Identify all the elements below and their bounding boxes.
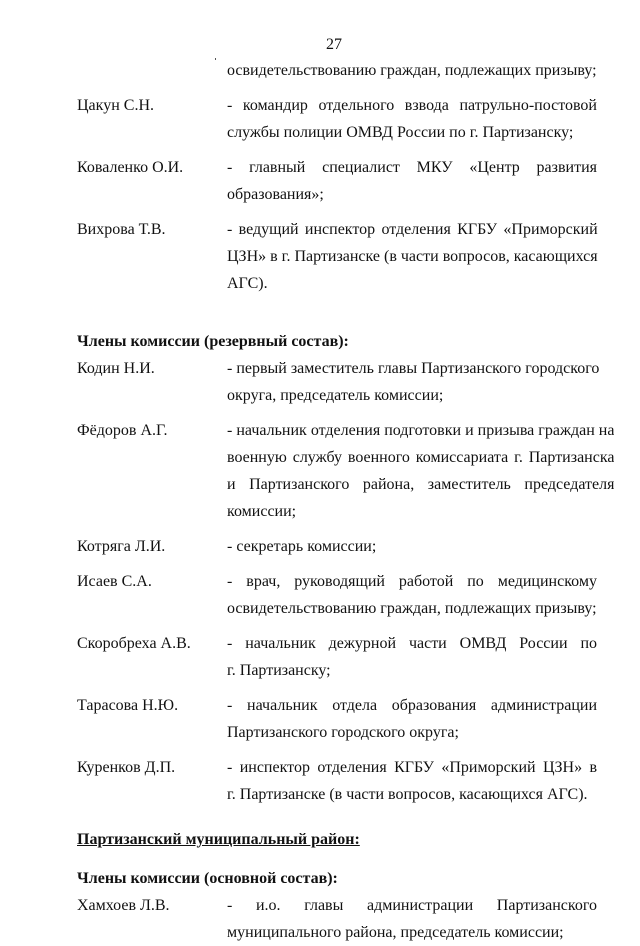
spacer bbox=[77, 146, 597, 154]
role-line: - и.о. главы администрации Партизанского bbox=[227, 897, 597, 914]
role-line: АГС). bbox=[227, 275, 268, 292]
member-name: Куренков Д.П. bbox=[77, 759, 176, 776]
role-line: военную службу военного комиссариата г. Партизанска bbox=[227, 449, 615, 466]
continuation-entry bbox=[77, 57, 597, 84]
member-role bbox=[227, 568, 597, 622]
member-role bbox=[227, 216, 598, 297]
member-name: Кодин Н.И. bbox=[77, 360, 155, 377]
member-role bbox=[227, 92, 597, 146]
spacer bbox=[77, 208, 597, 216]
member-role bbox=[227, 355, 599, 409]
role-line: г. Партизанску; bbox=[227, 662, 331, 679]
role-line: службы полиции ОМВД России по г. Партизанску; bbox=[227, 124, 574, 141]
spacer bbox=[77, 525, 597, 533]
member-role bbox=[227, 417, 614, 525]
role-line: Партизанского городского округа; bbox=[227, 724, 459, 741]
member-name: Скоробреха А.В. bbox=[77, 635, 191, 652]
member-name: Хамхоев Л.В. bbox=[77, 897, 170, 914]
member-role bbox=[227, 892, 597, 946]
member-name: Исаев С.А. bbox=[77, 573, 152, 590]
role-line: образования»; bbox=[227, 186, 324, 203]
role-line: г. Партизанске (в части вопросов, касающихся АГС). bbox=[227, 786, 588, 803]
role-line: - начальник отделения подготовки и призыва граждан на bbox=[227, 422, 615, 439]
member-list-reserve bbox=[77, 355, 615, 808]
spacer bbox=[77, 684, 597, 692]
role-line: и Партизанского района, заместитель председателя bbox=[227, 476, 615, 493]
main-heading: Члены комиссии (основной состав): bbox=[77, 870, 338, 887]
member-name: Котряга Л.И. bbox=[77, 538, 166, 555]
member-entry bbox=[77, 417, 615, 525]
role-line: - ведущий инспектор отделения КГБУ «Приморский bbox=[227, 221, 598, 238]
role-line: ЦЗН» в г. Партизанске (в части вопросов, касающихся bbox=[227, 248, 598, 265]
member-entry bbox=[77, 568, 597, 622]
member-name: Цакун С.Н. bbox=[77, 97, 154, 114]
spacer bbox=[77, 808, 597, 826]
spacer bbox=[77, 853, 597, 865]
reserve-heading: Члены комиссии (резервный состав): bbox=[77, 333, 349, 350]
role-line: - командир отдельного взвода патрульно-постовой bbox=[227, 97, 597, 114]
role-line: муниципального района, председатель комиссии; bbox=[227, 924, 564, 941]
entry-description bbox=[227, 57, 597, 84]
member-list-group1 bbox=[77, 92, 597, 297]
member-name: Коваленко О.И. bbox=[77, 159, 184, 176]
role-line: - инспектор отделения КГБУ «Приморский ЦЗН» в bbox=[227, 759, 597, 776]
role-line: - начальник отдела образования администрации bbox=[227, 697, 597, 714]
spacer bbox=[77, 409, 597, 417]
spacer bbox=[77, 622, 597, 630]
page-number: 27 bbox=[326, 36, 342, 53]
member-entry bbox=[77, 692, 597, 746]
spacer bbox=[77, 297, 597, 328]
member-name: Фёдоров А.Г. bbox=[77, 422, 168, 439]
role-line: - первый заместитель главы Партизанского городского bbox=[227, 360, 600, 377]
description-line: освидетельствованию граждан, подлежащих призыву; bbox=[227, 62, 597, 79]
member-role bbox=[227, 692, 597, 746]
role-line: - главный специалист МКУ «Центр развития bbox=[227, 159, 597, 176]
spacer bbox=[77, 560, 597, 568]
member-entry bbox=[77, 630, 597, 684]
role-line: комиссии; bbox=[227, 503, 297, 520]
member-entry bbox=[77, 355, 600, 409]
member-entry bbox=[77, 754, 597, 808]
member-name: Тарасова Н.Ю. bbox=[77, 697, 179, 714]
role-line: - врач, руководящий работой по медицинскому bbox=[227, 573, 597, 590]
spacer bbox=[77, 84, 597, 92]
member-role bbox=[227, 630, 597, 684]
member-name: Вихрова Т.В. bbox=[77, 221, 166, 238]
entry-name-empty bbox=[77, 57, 227, 84]
spacer bbox=[77, 746, 597, 754]
member-role bbox=[227, 154, 597, 208]
member-role bbox=[227, 754, 597, 808]
role-line: - секретарь комиссии; bbox=[227, 538, 377, 555]
member-entry bbox=[77, 892, 597, 946]
district-heading: Партизанский муниципальный район: bbox=[77, 831, 360, 848]
member-role bbox=[227, 533, 597, 560]
member-entry bbox=[77, 92, 597, 146]
member-entry bbox=[77, 533, 597, 560]
member-entry bbox=[77, 154, 597, 208]
role-line: - начальник дежурной части ОМВД России по bbox=[227, 635, 597, 652]
role-line: освидетельствованию граждан, подлежащих призыву; bbox=[227, 600, 597, 617]
member-list-main bbox=[77, 892, 597, 946]
page-content bbox=[77, 57, 615, 946]
member-entry bbox=[77, 216, 597, 297]
role-line: округа, председатель комиссии; bbox=[227, 387, 444, 404]
